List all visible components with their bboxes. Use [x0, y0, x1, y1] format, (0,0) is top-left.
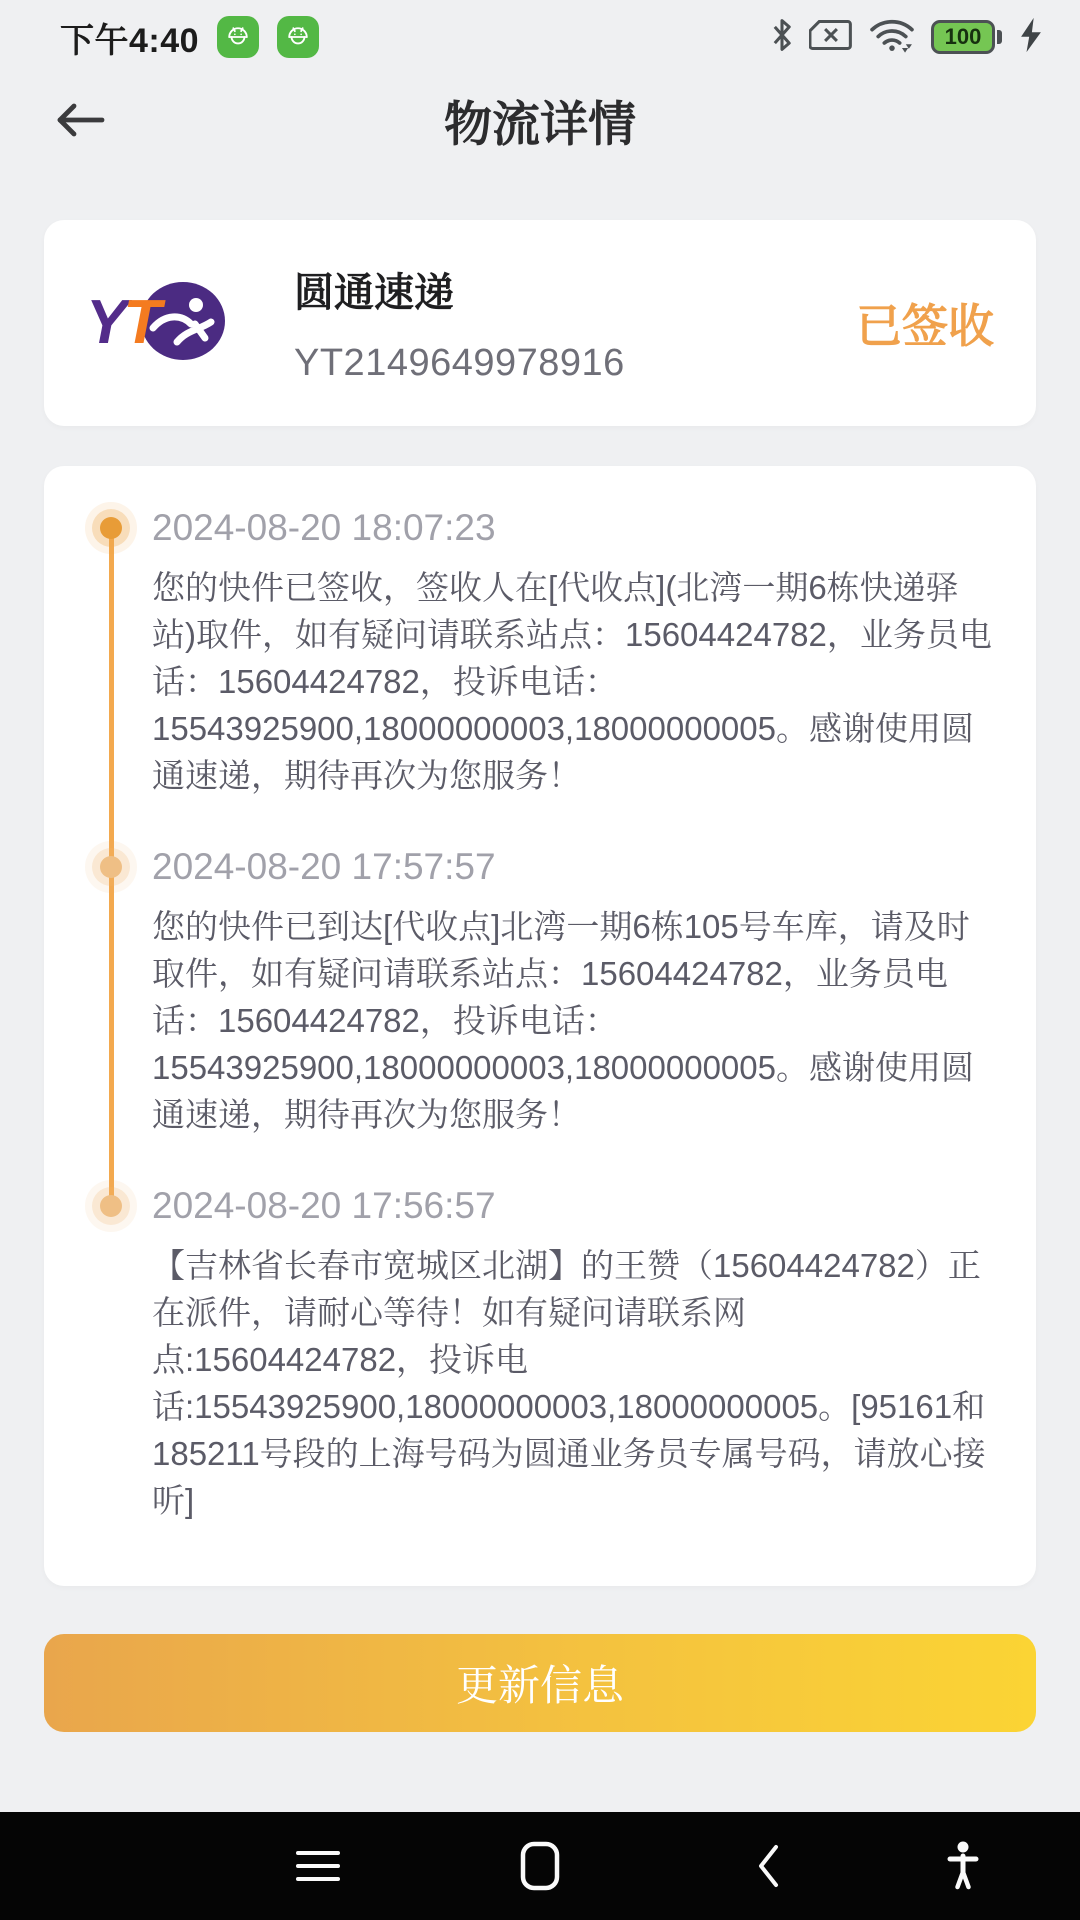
- event-timestamp: 2024-08-20 17:57:57: [152, 846, 496, 887]
- event-description: 【吉林省长春市宽城区北湖】的王赞（15604424782）正在派件，请耐心等待！如有疑问请联系网点:15604424782，投诉电话:15543925900,18000000003,18000000005。[95161和185211号段的上海号码为圆通业务员专属号码，请放心接听]: [152, 1247, 986, 1519]
- carrier-info: [276, 261, 856, 385]
- event-description: 您的快件已签收，签收人在[代收点](北湾一期6栋快递驿站)取件，如有疑问请联系站点：15604424782，业务员电话：15604424782，投诉电话：15543925900,18000000003,18000000005。感谢使用圆通速递，期待再次为您服务！: [152, 569, 992, 794]
- timeline-event: [88, 506, 992, 799]
- status-time: 下午4:40: [60, 21, 200, 60]
- charging-bolt-icon: [1018, 17, 1044, 58]
- yto-logo: [86, 280, 276, 367]
- recents-icon[interactable]: [296, 1851, 340, 1881]
- timeline-event: [88, 1184, 992, 1524]
- android-app-icon: [217, 16, 259, 58]
- timeline-dot-icon: [100, 856, 122, 878]
- battery-level: 100: [944, 24, 982, 49]
- bluetooth-icon: [771, 17, 793, 58]
- timeline-event: [88, 845, 992, 1138]
- timeline-event-content: [152, 1184, 992, 1524]
- carrier-card: [44, 220, 1036, 426]
- home-icon[interactable]: [519, 1840, 561, 1892]
- timeline-event-content: [152, 506, 992, 799]
- timeline-gutter: [88, 1184, 152, 1524]
- status-bar-right: [771, 16, 1044, 59]
- timeline-dot-icon: [100, 517, 122, 539]
- tracking-number: YT2149649978916: [294, 342, 625, 384]
- battery-icon: [931, 20, 1002, 54]
- carrier-name: 圆通速递: [294, 271, 454, 315]
- timeline-gutter: [88, 845, 152, 1138]
- event-timestamp: 2024-08-20 17:56:57: [152, 1185, 496, 1226]
- timeline-card: [44, 466, 1036, 1586]
- header: [0, 68, 1080, 172]
- page-title: 物流详情: [443, 98, 636, 152]
- timeline-event-content: [152, 845, 992, 1138]
- status-bar: [0, 0, 1080, 68]
- android-app-icon: [277, 16, 319, 58]
- event-description: 您的快件已到达[代收点]北湾一期6栋105号车库，请及时取件，如有疑问请联系站点：15604424782，业务员电话：15604424782，投诉电话：15543925900,18000000003,18000000005。感谢使用圆通速递，期待再次为您服务！: [152, 908, 974, 1133]
- sim-missing-icon: [809, 19, 853, 56]
- wifi-icon: [869, 16, 915, 59]
- back-icon[interactable]: [755, 1843, 781, 1889]
- accessibility-icon[interactable]: [944, 1840, 982, 1892]
- status-badge: 已签收: [856, 300, 994, 352]
- bottom-nav-bar: [0, 1812, 1080, 1920]
- event-timestamp: 2024-08-20 18:07:23: [152, 507, 496, 548]
- timeline-gutter: [88, 506, 152, 799]
- yto-logo-letters: YT: [86, 288, 158, 357]
- status-bar-left: [60, 13, 319, 62]
- update-info-button[interactable]: 更新信息: [44, 1634, 1036, 1732]
- timeline-dot-icon: [100, 1195, 122, 1217]
